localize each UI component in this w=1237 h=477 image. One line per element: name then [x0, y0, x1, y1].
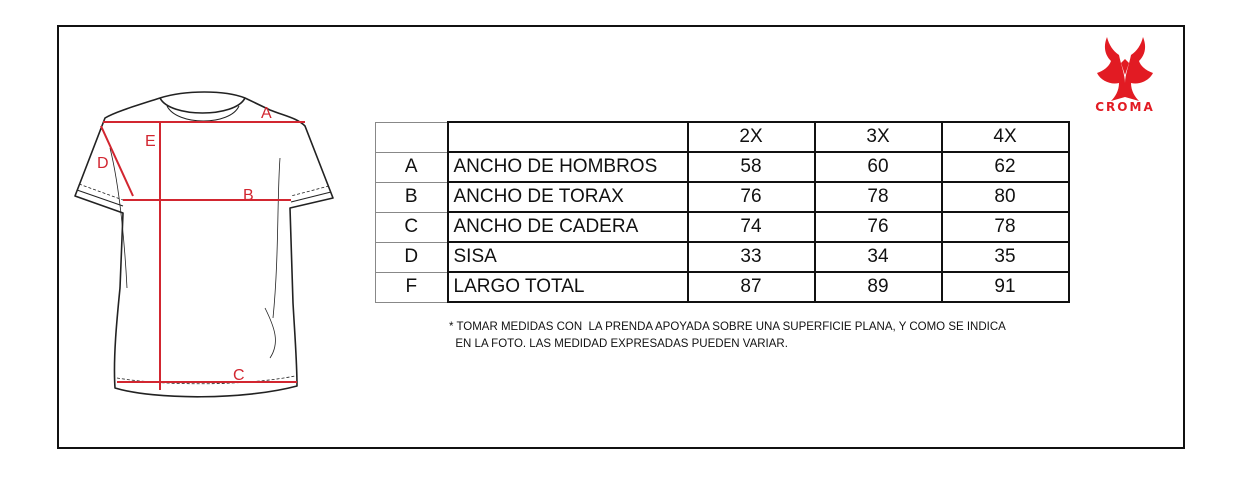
- row-value: 78: [942, 212, 1069, 242]
- table-row: [376, 152, 1069, 182]
- row-value: 78: [815, 182, 942, 212]
- row-value: 34: [815, 242, 942, 272]
- row-name: SISA: [448, 242, 688, 272]
- tshirt-outline: [75, 92, 333, 397]
- row-value: 58: [688, 152, 815, 182]
- table-row: [376, 272, 1069, 302]
- label-b: B: [243, 187, 254, 204]
- row-name: LARGO TOTAL: [448, 272, 688, 302]
- header-cell-3x: 3X: [815, 122, 942, 152]
- row-letter: C: [376, 212, 448, 242]
- row-value: 76: [688, 182, 815, 212]
- header-cell-2x: 2X: [688, 122, 815, 152]
- note-line-1: * TOMAR MEDIDAS CON LA PRENDA APOYADA SOBRE UNA SUPERFICIE PLANA, Y COMO SE INDICA: [449, 321, 1006, 333]
- row-name: ANCHO DE TORAX: [448, 182, 688, 212]
- row-value: 89: [815, 272, 942, 302]
- row-value: 74: [688, 212, 815, 242]
- label-a: A: [261, 105, 272, 122]
- note-line-2: EN LA FOTO. LAS MEDIDAD EXPRESADAS PUEDEN VARIAR.: [449, 338, 788, 350]
- row-letter: B: [376, 182, 448, 212]
- tshirt-collar: [160, 98, 245, 113]
- row-letter: D: [376, 242, 448, 272]
- label-c: C: [233, 367, 245, 384]
- row-name: ANCHO DE CADERA: [448, 212, 688, 242]
- header-cell-4x: 4X: [942, 122, 1069, 152]
- row-value: 91: [942, 272, 1069, 302]
- row-value: 35: [942, 242, 1069, 272]
- size-table: [375, 121, 1070, 303]
- brand-name: CROMA: [1095, 100, 1155, 114]
- row-letter: F: [376, 272, 448, 302]
- table-row: [376, 212, 1069, 242]
- label-d: D: [97, 155, 109, 172]
- label-e: E: [145, 133, 156, 150]
- row-value: 33: [688, 242, 815, 272]
- tshirt-diagram: [65, 88, 345, 408]
- table-row: [376, 242, 1069, 272]
- row-value: 80: [942, 182, 1069, 212]
- row-letter: A: [376, 152, 448, 182]
- row-name: ANCHO DE HOMBROS: [448, 152, 688, 182]
- row-value: 87: [688, 272, 815, 302]
- header-cell-blank: [376, 122, 448, 152]
- row-value: 62: [942, 152, 1069, 182]
- row-value: 76: [815, 212, 942, 242]
- table-row: [376, 182, 1069, 212]
- table-header-row: [376, 122, 1069, 152]
- header-cell-name: [448, 122, 688, 152]
- measurement-note: [449, 319, 1006, 353]
- row-value: 60: [815, 152, 942, 182]
